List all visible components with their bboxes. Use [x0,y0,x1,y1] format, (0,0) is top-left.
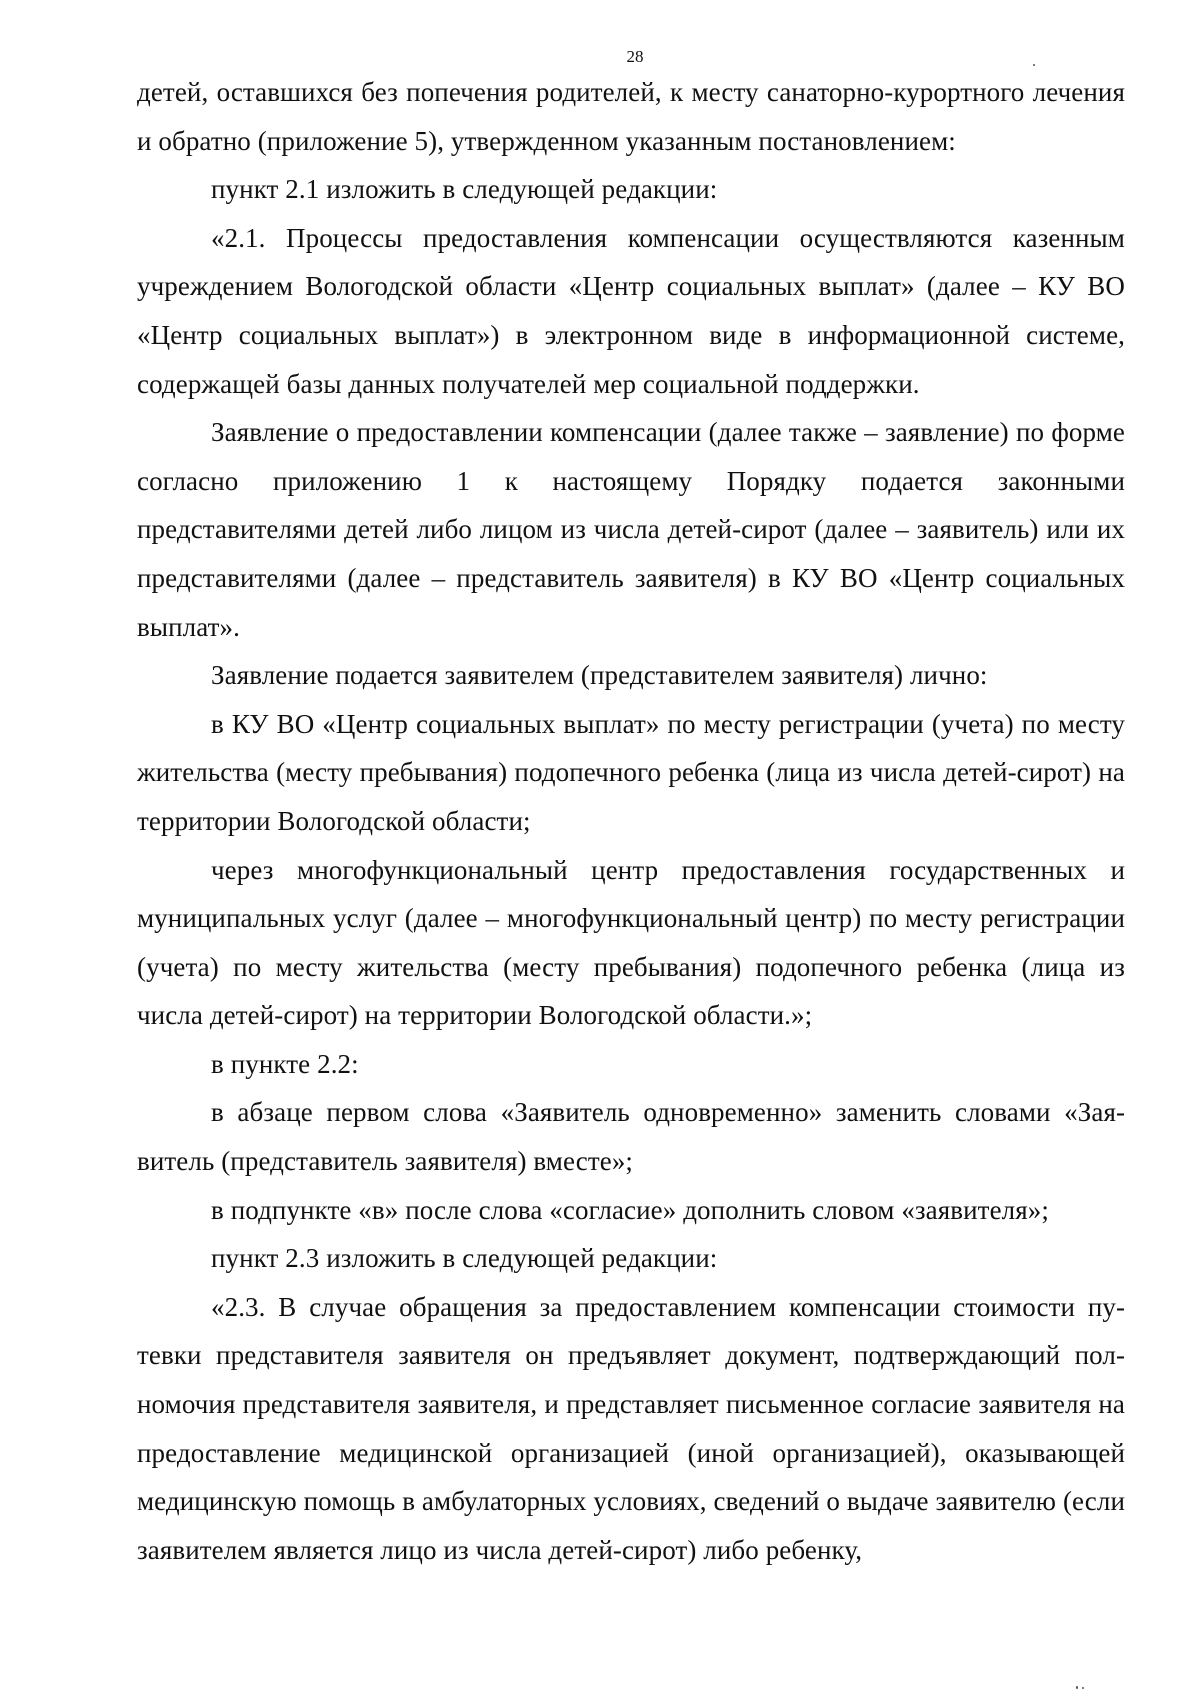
paragraph-submission-mfc: через многофункциональный центр предоставления государственных и муниципальных услуг (далее – многофункциональный центр) по месту регистрации (учета) по месту жительства (месту пребывания) подопечного ребенка (лица из числа детей-сирот) на территории Вологодской области.»; [137,854,1125,1031]
scan-speck [1076,1686,1078,1689]
scan-speck [1033,64,1035,66]
paragraph-subitem-v: в подпункте «в» после слова «согласие» дополнить словом «заявителя»; [211,1194,1049,1225]
paragraph-item-2-3-instruction: пункт 2.3 изложить в следующей редакции: [211,1243,718,1274]
paragraph-application-personally: Заявление подается заявителем (представителем заявителя) лично: [211,660,988,691]
paragraph-application-form: Заявление о предоставлении компенсации (далее также – заявление) по форме согласно приложению 1 к настоящему Порядку подается законными представителями детей либо лицом из числа детей-сирот (далее – заявитель) или их представителями (далее – представитель заявителя) в КУ ВО «Центр социальных выплат». [137,417,1125,642]
scan-speck [1082,1687,1084,1689]
paragraph-first-abzac: в абзаце первом слова «Заявитель одновременно» заменить словами «Заявитель (представитель заявителя) вместе»; [137,1097,1125,1177]
paragraph-submission-ku-vo: в КУ ВО «Центр социальных выплат» по месту регистрации (учета) по месту жительства (месту пребывания) подопечного ребенка (лица из числа детей-сирот) на территории Вологодской области; [137,708,1125,836]
paragraph-item-2-3-text: «2.3. В случае обращения за предоставлением компенсации стоимости путевки представителя заявителя он предъявляет документ, подтверждающий полномочия представителя заявителя, и представляет письменное согласие заявителя на предоставление медицинской организацией (иной организацией), оказывающей медицинскую помощь в амбулаторных условиях, сведений о выдаче заявителю (если заявителем является лицо из числа детей-сирот) либо ребенку, [137,1291,1125,1565]
paragraph-item-2-1-text: «2.1. Процессы предоставления компенсации осуществляются казенным учреждением Вологодской области «Центр социальных выплат» (далее – КУ ВО «Центр социальных выплат») в электронном виде в информационной системе, содержащей базы данных получателей мер социальной поддержки. [137,222,1125,399]
page-number: 28 [626,47,644,66]
document-body [137,68,1125,1574]
paragraph-continuation: детей, оставшихся без попечения родителей, к месту санаторно-курортного лечения и обратно (приложение 5), утвержденном указанным постановлением: [137,77,1125,156]
paragraph-item-2-2: в пункте 2.2: [211,1048,359,1079]
paragraph-item-2-1-instruction: пункт 2.1 изложить в следующей редакции: [211,174,718,205]
